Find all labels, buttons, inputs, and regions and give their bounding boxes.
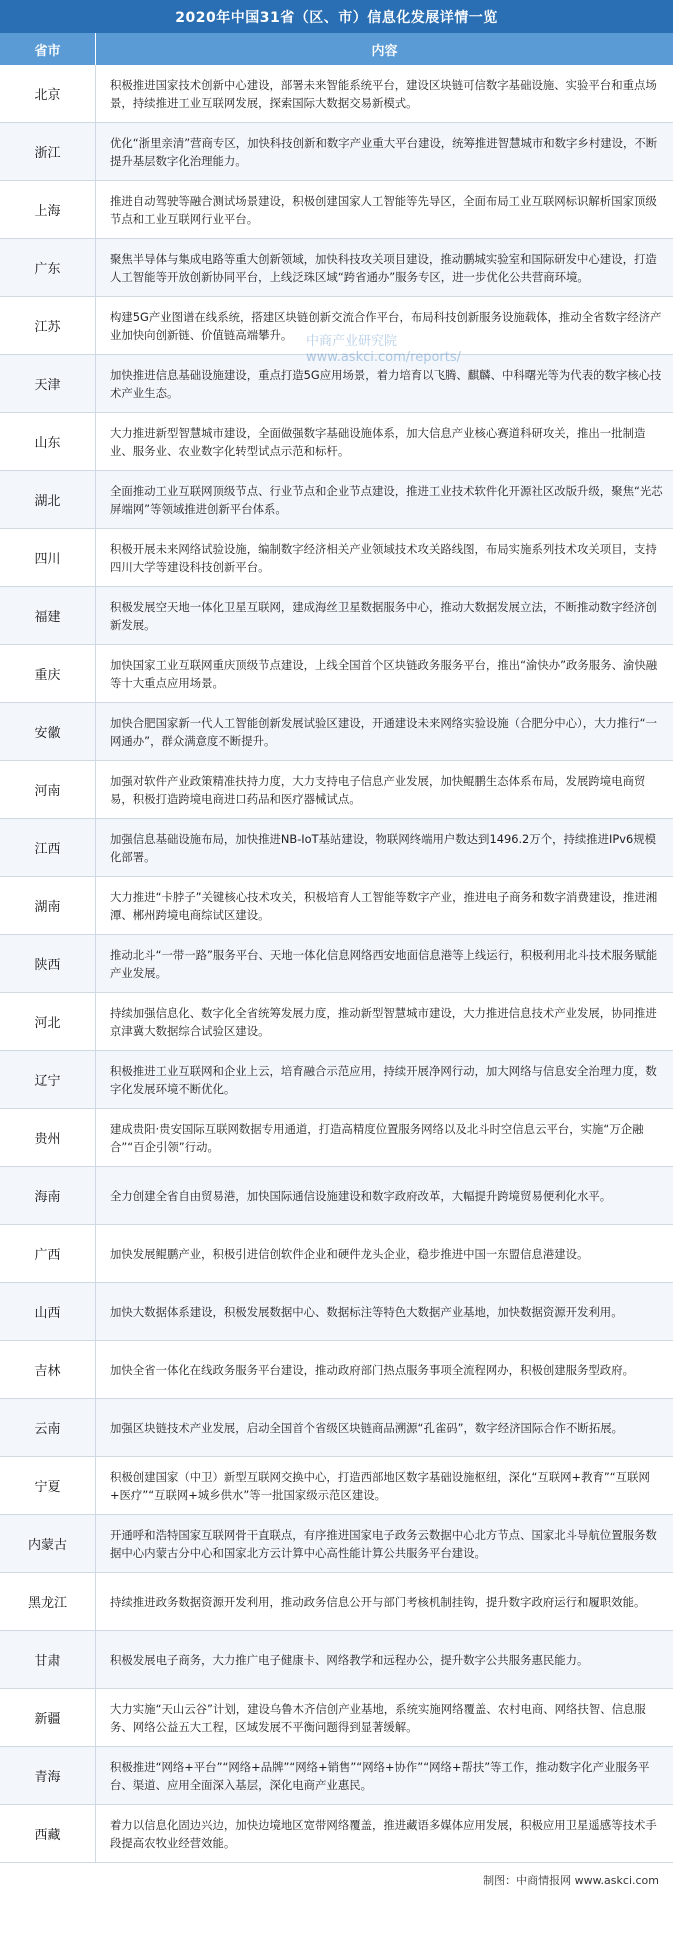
province-cell: 湖北 — [0, 471, 96, 528]
content-text: 积极推进国家技术创新中心建设，部署未来智能系统平台，建设区块链可信数字基础设施、实验平台和重点场景，持续推进工业互联网发展，探索国际大数据交易新模式。 — [110, 77, 657, 110]
content-cell — [96, 587, 673, 644]
content-cell — [96, 703, 673, 760]
content-cell — [96, 529, 673, 586]
content-cell — [96, 1399, 673, 1456]
content-cell — [96, 1805, 673, 1862]
content-text: 大力推进新型智慧城市建设，全面做强数字基础设施体系，加大信息产业核心赛道科研攻关，推出一批制造业、服务业、农业数字化转型试点示范和标杆。 — [110, 425, 646, 458]
province-cell: 内蒙古 — [0, 1515, 96, 1572]
content-cell — [96, 1051, 673, 1108]
table-row — [0, 1689, 673, 1747]
content-cell — [96, 1457, 673, 1514]
table-row — [0, 1573, 673, 1631]
content-text: 加强区块链技术产业发展，启动全国首个省级区块链商品溯源“孔雀码”，数字经济国际合作不断拓展。 — [110, 1420, 623, 1435]
table-row — [0, 1515, 673, 1573]
content-text: 加快发展鲲鹏产业，积极引进信创软件企业和硬件龙头企业，稳步推进中国一东盟信息港建设。 — [110, 1246, 589, 1261]
table-row — [0, 239, 673, 297]
content-text: 聚焦半导体与集成电路等重大创新领域，加快科技攻关项目建设，推动鹏城实验室和国际研发中心建设，打造人工智能等开放创新协同平台，上线泛珠区域“跨省通办”服务专区，进一步优化公共营商环境。 — [110, 251, 657, 284]
province-cell: 广东 — [0, 239, 96, 296]
content-cell — [96, 877, 673, 934]
province-cell: 重庆 — [0, 645, 96, 702]
table-row — [0, 1631, 673, 1689]
content-cell — [96, 993, 673, 1050]
province-cell: 天津 — [0, 355, 96, 412]
table-row — [0, 1399, 673, 1457]
content-text: 着力以信息化固边兴边，加快边境地区宽带网络覆盖，推进藏语多媒体应用发展，积极应用卫星遥感等技术手段提高农牧业经营效能。 — [110, 1817, 657, 1850]
province-cell: 四川 — [0, 529, 96, 586]
content-cell — [96, 297, 673, 354]
content-cell — [96, 65, 673, 122]
header-province: 省市 — [0, 33, 96, 65]
province-cell: 江苏 — [0, 297, 96, 354]
content-text: 全力创建全省自由贸易港，加快国际通信设施建设和数字政府改革，大幅提升跨境贸易便利化水平。 — [110, 1188, 612, 1203]
content-cell — [96, 1167, 673, 1224]
table-row — [0, 1747, 673, 1805]
content-cell — [96, 123, 673, 180]
content-text: 加快国家工业互联网重庆顶级节点建设，上线全国首个区块链政务服务平台，推出“渝快办”政务服务、渝快融等十大重点应用场景。 — [110, 657, 658, 690]
province-cell: 河北 — [0, 993, 96, 1050]
province-cell: 吉林 — [0, 1341, 96, 1398]
table-row — [0, 935, 673, 993]
content-cell — [96, 413, 673, 470]
table-header — [0, 33, 673, 65]
data-table — [0, 33, 673, 1863]
content-text: 积极发展电子商务，大力推广电子健康卡、网络教学和远程办公，提升数字公共服务惠民能力。 — [110, 1652, 589, 1667]
content-text: 积极开展未来网络试验设施，编制数字经济相关产业领域技术攻关路线图，布局实施系列技术攻关项目，支持四川大学等建设科技创新平台。 — [110, 541, 657, 574]
content-cell — [96, 1689, 673, 1746]
province-cell: 青海 — [0, 1747, 96, 1804]
table-row — [0, 1805, 673, 1863]
province-cell: 广西 — [0, 1225, 96, 1282]
content-text: 构建5G产业图谱在线系统，搭建区块链创新交流合作平台，布局科技创新服务设施载体，推动全省数字经济产业加快向创新链、价值链高端攀升。 — [110, 309, 662, 342]
content-text: 建成贵阳·贵安国际互联网数据专用通道，打造高精度位置服务网络以及北斗时空信息云平台，实施“万企融合”“百企引领”行动。 — [110, 1121, 644, 1154]
content-text: 积极发展空天地一体化卫星互联网，建成海丝卫星数据服务中心，推动大数据发展立法，不断推动数字经济创新发展。 — [110, 599, 657, 632]
content-cell — [96, 1283, 673, 1340]
content-cell — [96, 471, 673, 528]
page-title: 2020年中国31省（区、市）信息化发展详情一览 — [0, 0, 673, 33]
table-row — [0, 1167, 673, 1225]
table-row — [0, 761, 673, 819]
content-text: 加强对软件产业政策精准扶持力度，大力支持电子信息产业发展，加快鲲鹏生态体系布局，发展跨境电商贸易，积极打造跨境电商进口药品和医疗器械试点。 — [110, 773, 646, 806]
province-cell: 北京 — [0, 65, 96, 122]
table-row — [0, 123, 673, 181]
content-cell — [96, 819, 673, 876]
province-cell: 山西 — [0, 1283, 96, 1340]
content-text: 积极创建国家（中卫）新型互联网交换中心，打造西部地区数字基础设施枢纽，深化“互联网+教育”“互联网+医疗”“互联网+城乡供水”等一批国家级示范区建设。 — [110, 1469, 650, 1502]
content-cell — [96, 645, 673, 702]
table-row — [0, 1457, 673, 1515]
content-text: 推进自动驾驶等融合测试场景建设，积极创建国家人工智能等先导区，全面布局工业互联网标识解析国家顶级节点和工业互联网行业平台。 — [110, 193, 657, 226]
content-text: 积极推进“网络+平台”“网络+品牌”“网络+销售”“网络+协作”“网络+帮扶”等工作，推动数字化产业服务平台、渠道、应用全面深入基层，深化电商产业惠民。 — [110, 1759, 650, 1792]
province-cell: 西藏 — [0, 1805, 96, 1862]
table-row — [0, 1283, 673, 1341]
province-cell: 河南 — [0, 761, 96, 818]
content-text: 推动北斗“一带一路”服务平台、天地一体化信息网络西安地面信息港等上线运行，积极利用北斗技术服务赋能产业发展。 — [110, 947, 658, 980]
content-text: 加强信息基础设施布局，加快推进NB-IoT基站建设，物联网终端用户数达到1496.2万个，持续推进IPv6规模化部署。 — [110, 831, 657, 864]
content-text: 持续加强信息化、数字化全省统筹发展力度，推动新型智慧城市建设，大力推进信息技术产业发展，协同推进京津冀大数据综合试验区建设。 — [110, 1005, 657, 1038]
content-text: 全面推动工业互联网顶级节点、行业节点和企业节点建设，推进工业技术软件化开源社区改版升级，聚焦“光芯屏端网”等领域推进创新平台体系。 — [110, 483, 663, 516]
province-cell: 辽宁 — [0, 1051, 96, 1108]
content-cell — [96, 1747, 673, 1804]
content-text: 大力实施“天山云谷”计划，建设乌鲁木齐信创产业基地，系统实施网络覆盖、农村电商、网络扶智、信息服务、网络公益五大工程，区域发展不平衡问题得到显著缓解。 — [110, 1701, 646, 1734]
content-text: 加快推进信息基础设施建设，重点打造5G应用场景，着力培育以飞腾、麒麟、中科曙光等为代表的数字核心技术产业生态。 — [110, 367, 662, 400]
footer-credit: 制图：中商情报网 www.askci.com — [483, 1874, 659, 1887]
content-cell — [96, 761, 673, 818]
province-cell: 新疆 — [0, 1689, 96, 1746]
watermark-name: 中商产业研究院 — [306, 334, 398, 349]
table-row — [0, 1225, 673, 1283]
table-row — [0, 703, 673, 761]
table-row — [0, 181, 673, 239]
content-cell — [96, 1341, 673, 1398]
table-row — [0, 645, 673, 703]
content-text: 加快大数据体系建设，积极发展数据中心、数据标注等特色大数据产业基地，加快数据资源开发利用。 — [110, 1304, 623, 1319]
content-cell — [96, 355, 673, 412]
content-text: 加快合肥国家新一代人工智能创新发展试验区建设，开通建设未来网络实验设施（合肥分中心），大力推行“一网通办”，群众满意度不断提升。 — [110, 715, 657, 748]
province-cell: 安徽 — [0, 703, 96, 760]
province-cell: 云南 — [0, 1399, 96, 1456]
table-row — [0, 587, 673, 645]
watermark-url: www.askci.com/reports/ — [306, 350, 461, 365]
content-cell — [96, 1631, 673, 1688]
province-cell: 黑龙江 — [0, 1573, 96, 1630]
province-cell: 贵州 — [0, 1109, 96, 1166]
province-cell: 海南 — [0, 1167, 96, 1224]
content-cell — [96, 1573, 673, 1630]
table-row — [0, 471, 673, 529]
table-row — [0, 355, 673, 413]
content-cell — [96, 1225, 673, 1282]
table-body — [0, 65, 673, 1863]
content-cell — [96, 1515, 673, 1572]
table-row — [0, 993, 673, 1051]
province-cell: 宁夏 — [0, 1457, 96, 1514]
content-text: 积极推进工业互联网和企业上云，培育融合示范应用，持续开展净网行动，加大网络与信息安全治理力度，数字化发展环境不断优化。 — [110, 1063, 657, 1096]
content-text: 持续推进政务数据资源开发利用，推动政务信息公开与部门考核机制挂钩，提升数字政府运行和履职效能。 — [110, 1594, 646, 1609]
header-content: 内容 — [371, 43, 398, 59]
province-cell: 陕西 — [0, 935, 96, 992]
province-cell: 上海 — [0, 181, 96, 238]
province-cell: 浙江 — [0, 123, 96, 180]
content-text: 大力推进“卡脖子”关键核心技术攻关，积极培育人工智能等数字产业，推进电子商务和数字消费建设，推进湘潭、郴州跨境电商综试区建设。 — [110, 889, 658, 922]
content-text: 优化“浙里亲清”营商专区，加快科技创新和数字产业重大平台建设，统筹推进智慧城市和数字乡村建设，不断提升基层数字化治理能力。 — [110, 135, 658, 168]
table-row — [0, 819, 673, 877]
table-row — [0, 413, 673, 471]
province-cell: 福建 — [0, 587, 96, 644]
table-row — [0, 65, 673, 123]
content-cell — [96, 935, 673, 992]
province-cell: 山东 — [0, 413, 96, 470]
province-cell: 甘肃 — [0, 1631, 96, 1688]
table-row — [0, 1109, 673, 1167]
content-cell — [96, 181, 673, 238]
content-text: 加快全省一体化在线政务服务平台建设，推动政府部门热点服务事项全流程网办，积极创建服务型政府。 — [110, 1362, 634, 1377]
table-row — [0, 1051, 673, 1109]
table-row — [0, 877, 673, 935]
table-row — [0, 1341, 673, 1399]
table-row — [0, 529, 673, 587]
province-cell: 江西 — [0, 819, 96, 876]
table-row — [0, 297, 673, 355]
content-text: 开通呼和浩特国家互联网骨干直联点，有序推进国家电子政务云数据中心北方节点、国家北斗导航位置服务数据中心内蒙古分中心和国家北方云计算中心高性能计算公共服务平台建设。 — [110, 1527, 657, 1560]
province-cell: 湖南 — [0, 877, 96, 934]
content-cell — [96, 239, 673, 296]
content-cell — [96, 1109, 673, 1166]
